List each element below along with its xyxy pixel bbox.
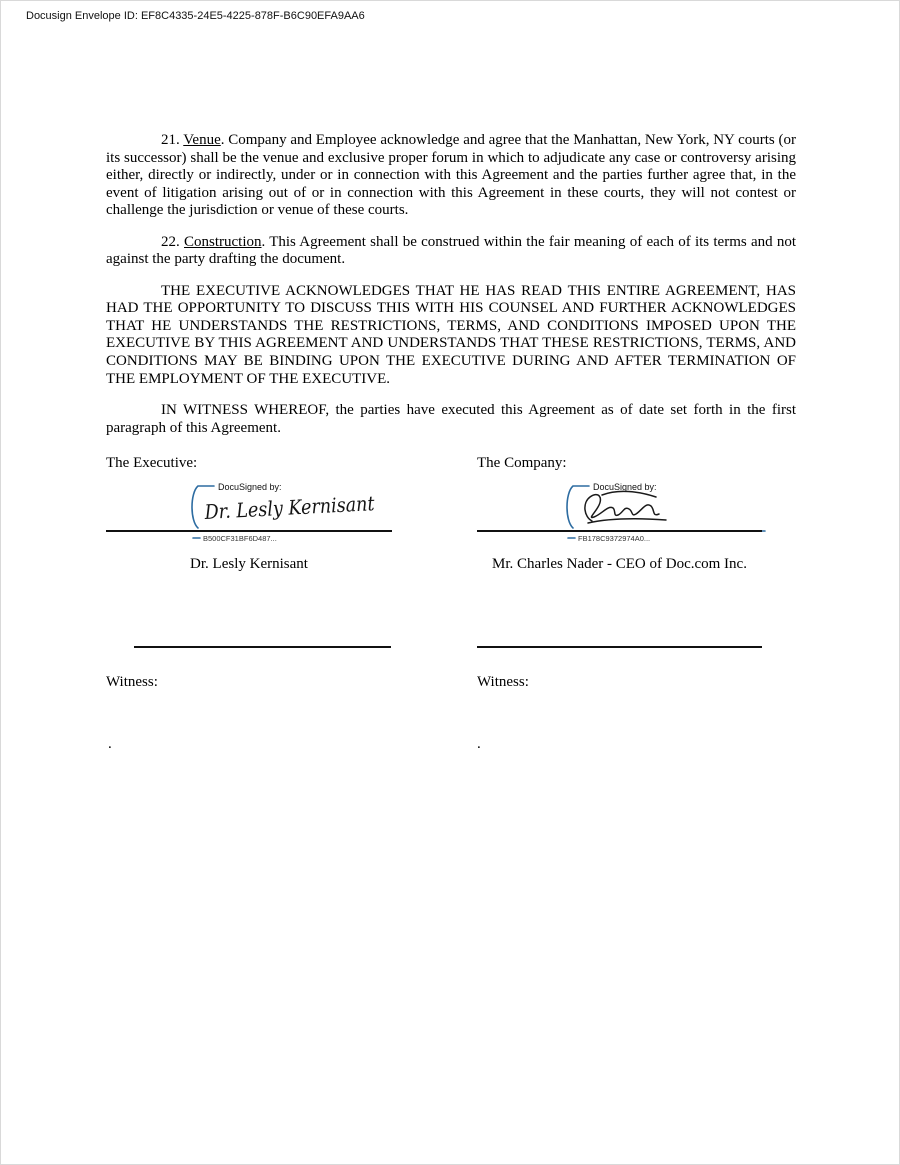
docusign-stamp-executive bbox=[183, 477, 401, 552]
company-signature-id: FB178C9372974A0... bbox=[578, 534, 651, 543]
executive-blank-line bbox=[134, 646, 391, 648]
agreement-body bbox=[106, 132, 796, 451]
docusign-stamp-company bbox=[558, 477, 776, 552]
paragraph-21 bbox=[106, 132, 796, 220]
docusigned-by-label: DocuSigned by: bbox=[218, 482, 282, 492]
paragraph-22-heading: Construction bbox=[184, 233, 262, 250]
company-witness-label: Witness: bbox=[477, 674, 529, 690]
paragraph-22-text: . This Agreement shall be construed within the fair meaning of each of its terms and not against the party drafting the document. bbox=[106, 233, 797, 268]
docusign-envelope-id: Docusign Envelope ID: EF8C4335-24E5-4225-878F-B6C90EFA9AA6 bbox=[26, 10, 365, 22]
executive-signature-script: Dr. Lesly Kernisant bbox=[204, 489, 399, 524]
executive-printed-name: Dr. Lesly Kernisant bbox=[190, 556, 308, 572]
paragraph-21-text: . Company and Employee acknowledge and agree that the Manhattan, New York, NY courts (or its successor) shall be the venue and exclusive proper forum in which to adjudicate any case or controversy arising either, directly or indirectly, under or in connection with this Agreement and the parties further agree that, in the event of litigation arising out of or in connection with this Agreement in these courts, they will not contest or challenge the jurisdiction or venue of these courts. bbox=[106, 132, 797, 219]
paragraph-22 bbox=[106, 234, 796, 269]
company-printed-name: Mr. Charles Nader - CEO of Doc.com Inc. bbox=[492, 556, 747, 572]
paragraph-witness-whereof: IN WITNESS WHEREOF, the parties have executed this Agreement as of date set forth in the first paragraph of this Agreement. bbox=[106, 402, 796, 436]
company-footer-dot: . bbox=[477, 736, 481, 752]
docusigned-by-label: DocuSigned by: bbox=[593, 482, 657, 492]
docusign-stamp-executive-graphic bbox=[183, 477, 401, 547]
executive-footer-dot: . bbox=[108, 736, 112, 752]
executive-signature-line bbox=[106, 530, 392, 532]
paragraph-22-number: 22. bbox=[161, 233, 184, 250]
company-signature-scribble bbox=[585, 491, 666, 523]
company-blank-line bbox=[477, 646, 762, 648]
executive-party-label: The Executive: bbox=[106, 455, 198, 471]
company-signature-line bbox=[477, 530, 762, 532]
paragraph-21-heading: Venue bbox=[183, 132, 221, 148]
executive-signature-id: B500CF31BF6D487... bbox=[203, 534, 277, 543]
docusign-stamp-company-graphic bbox=[558, 477, 776, 547]
paragraph-21-number: 21. bbox=[161, 132, 184, 148]
executive-witness-label: Witness: bbox=[106, 674, 158, 690]
docusign-bracket-icon bbox=[567, 486, 589, 528]
paragraph-acknowledgement-caps: THE EXECUTIVE ACKNOWLEDGES THAT HE HAS READ THIS ENTIRE AGREEMENT, HAS HAD THE OPPORTUNITY TO DISCUSS THIS WITH HIS COUNSEL AND FURTHER ACKNOWLEDGES THAT HE UNDERSTANDS THE RESTRICTIONS, TERMS, AND CONDITIONS IMPOSED UPON THE EXECUTIVE BY THIS AGREEMENT AND UNDERSTANDS THAT THESE RESTRICTIONS, TERMS, AND CONDITIONS MAY BE BINDING UPON THE EXECUTIVE DURING AND AFTER TERMINATION OF THE EMPLOYMENT OF THE EXECUTIVE. bbox=[106, 282, 796, 387]
company-party-label: The Company: bbox=[477, 455, 567, 471]
